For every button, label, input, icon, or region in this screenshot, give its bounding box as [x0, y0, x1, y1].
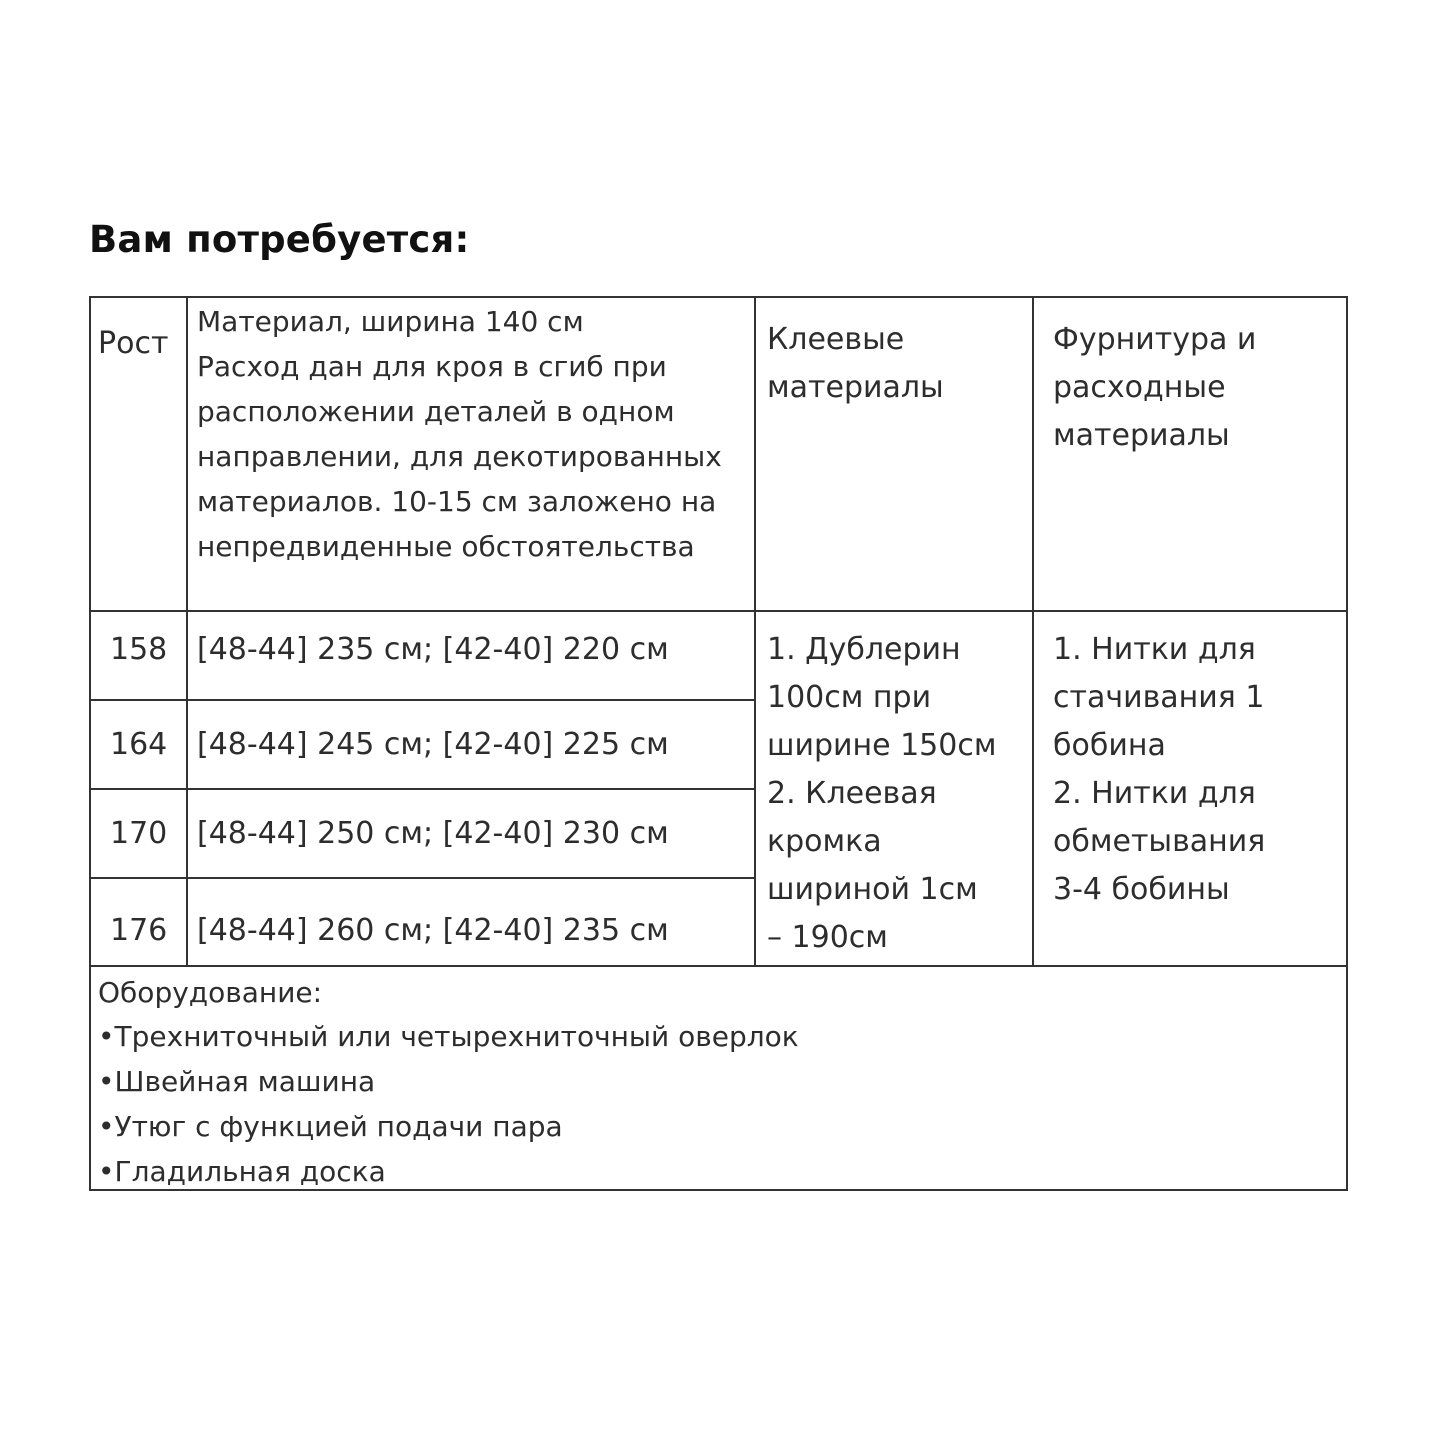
column-divider: [1032, 296, 1034, 966]
equipment-item: •Швейная машина: [98, 1065, 376, 1098]
header-divider: [89, 610, 1348, 612]
header-material: Материал, ширина 140 см Расход дан для кроя в сгиб при расположении деталей в одном направлении, для декотированных материалов. 10-15 см заложено на непредвиденные обстоятельства: [197, 305, 722, 563]
materials-table: [89, 296, 1348, 1191]
header-hardware: Фурнитура и расходные материалы: [1053, 322, 1257, 453]
table-border-top: [89, 296, 1348, 298]
header-height: Рост: [98, 326, 169, 361]
row-material: [48-44] 245 см; [42-40] 225 см: [197, 727, 669, 762]
row-divider: [89, 788, 755, 790]
equipment-item: •Гладильная доска: [98, 1155, 386, 1188]
equipment-item: •Утюг с функцией подачи пара: [98, 1110, 563, 1143]
row-divider: [89, 877, 755, 879]
row-height: 176: [110, 913, 168, 948]
table-border-left: [89, 296, 91, 1191]
row-height: 170: [110, 816, 168, 851]
row-material: [48-44] 250 см; [42-40] 230 см: [197, 816, 669, 851]
row-material: [48-44] 260 см; [42-40] 235 см: [197, 913, 669, 948]
equipment-item: •Трехниточный или четырехниточный оверлок: [98, 1020, 799, 1053]
page-title: Вам потребуется:: [89, 218, 470, 261]
row-height: 164: [110, 727, 168, 762]
hardware-materials-cell: 1. Нитки для стачивания 1 бобина 2. Нитки для обметывания 3-4 бобины: [1053, 632, 1266, 907]
row-material: [48-44] 235 см; [42-40] 220 см: [197, 632, 669, 667]
adhesive-materials-cell: 1. Дублерин 100см при ширине 150см 2. Клеевая кромка шириной 1см – 190см: [767, 632, 997, 955]
column-divider: [186, 296, 188, 966]
column-divider: [754, 296, 756, 966]
row-divider: [89, 699, 755, 701]
equipment-heading: Оборудование:: [98, 976, 323, 1009]
table-border-right: [1346, 296, 1348, 1191]
equipment-divider: [89, 965, 1348, 967]
header-adhesive: Клеевые материалы: [767, 322, 944, 405]
row-height: 158: [110, 632, 168, 667]
